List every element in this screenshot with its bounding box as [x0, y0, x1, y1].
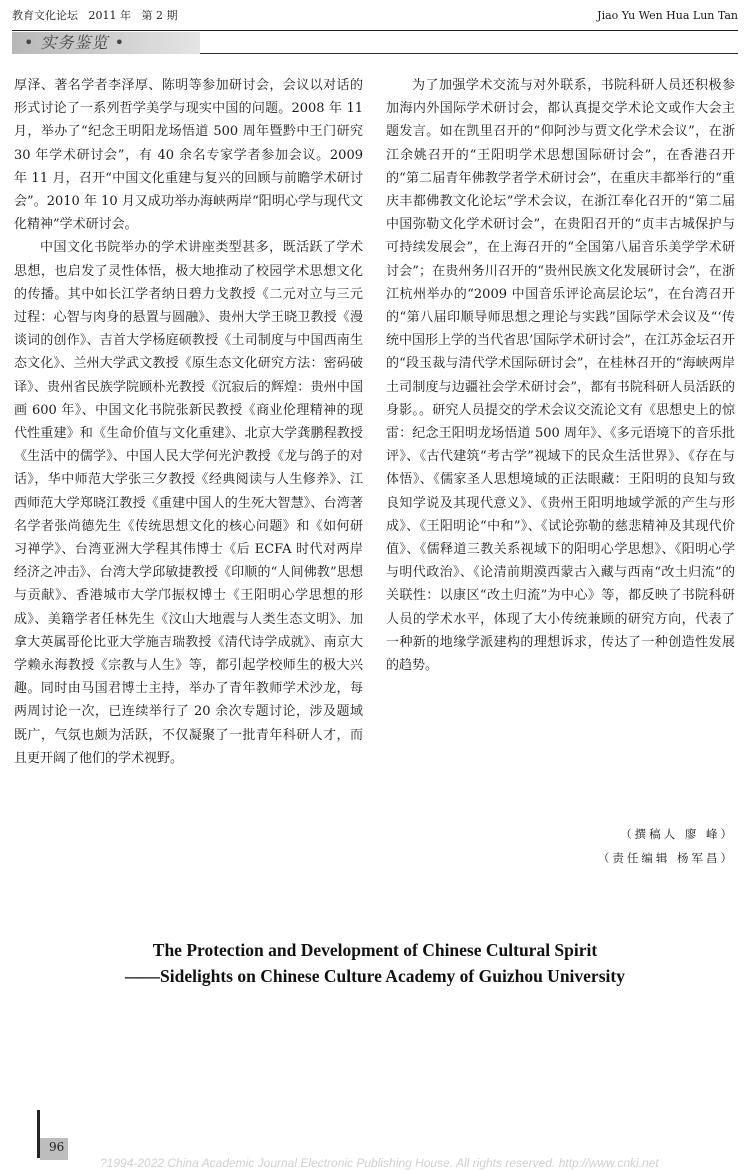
journal-name-cn: 教育文化论坛 2011 年 第 2 期	[12, 9, 178, 22]
section-banner	[12, 32, 200, 54]
paragraph: 中国文化书院举办的学术讲座类型甚多，既活跃了学术思想，也启发了灵性体悟，极大地推动了校园学术思想文化的传播。其中如长江学者纳日碧力戈教授《二元对立与三元过程：心智与肉身的悬置与圆融》、贵州大学王晓卫教授《漫谈词的创作》、吉首大学杨庭硕教授《土司制度与中国西南生态文化》、兰州大学武文教授《原生态文化研究方法：密码破译》、贵州省民族学院顾朴光教授《沉寂后的辉煌：贵州中国画 600 年》、中国文化书院张新民教授《商业伦理精神的现代性重建》和《生命价值与文化重建》、北京大学龚鹏程教授《生活中的儒学》、中国人民大学何光沪教授《龙与鸽子的对话》，华中师范大学张三夕教授《经典阅读与人生修养》、江西师范大学郑晓江教授《重建中国人的生死大智慧》、台湾著名学者张尚德先生《传统思想文化的核心问题》和《如何研习禅学》、台湾亚洲大学程其伟博士《后 ECFA 时代对两岸经济之冲击》、台湾大学邱敏捷教授《印顺的“人间佛教”思想与贡献》、香港城市大学邝振权博士《王阳明心学思想的形成》、美籍学者任林先生《汶山大地震与人类生态文明》、加拿大英属哥伦比亚大学施吉瑞教授《清代诗学成就》、南京大学赖永海教授《宗教与人生》等，都引起学校师生的极大兴趣。同时由马国君博士主持，举办了青年教师学术沙龙，每两周讨论一次，已连续举行了 20 余次专题讨论，涉及题域既广，气氛也颇为活跃，不仅凝聚了一批青年科研人才，而且更开阔了他们的学术视野。	[14, 240, 363, 766]
author-signature: （撰稿人 廖 峰）	[620, 827, 735, 841]
copyright-watermark: ?1994-2022 China Academic Journal Electronic Publishing House. All rights reserved. http://www.cnki.net	[100, 1156, 659, 1170]
page-number-box	[40, 1138, 68, 1160]
running-head	[12, 6, 738, 31]
english-subtitle: ——Sidelights on Chinese Culture Academy of Guizhou University	[125, 966, 625, 986]
journal-name-pinyin: Jiao Yu Wen Hua Lun Tan	[597, 9, 738, 22]
section-rule	[200, 53, 738, 54]
right-column	[386, 74, 735, 677]
section-label: • 实务鉴览 •	[24, 33, 126, 52]
left-column	[14, 74, 363, 770]
page-number: 96	[49, 1140, 65, 1154]
english-title: The Protection and Development of Chinese Cultural Spirit	[152, 940, 598, 960]
editor-signature: （责任编辑 杨军昌）	[597, 851, 735, 865]
paragraph: 为了加强学术交流与对外联系，书院科研人员还积极参加海内外国际学术研讨会，都认真提交学术论文或作大会主题发言。如在凯里召开的“仰阿沙与贾文化学术会议”，在浙江余姚召开的“王阳明学术思想国际研讨会”，在香港召开的“第二届青年佛教学者学术研讨会”，在重庆丰都举行的“重庆丰都佛教文化论坛”学术会议，在浙江奉化召开的“第二届中国弥勒文化学术研讨会”，在贵阳召开的“贞丰古城保护与可持续发展会”，在上海召开的“全国第八届音乐美学学术研讨会”；在贵州务川召开的“贵州民族文化发展研讨会”，在浙江杭州举办的“2009 中国音乐评论高层论坛”，在台湾召开的“第八届印顺导师思想之理论与实践”国际学术会议及“‘传统中国形上学的当代省思’国际学术研讨会”，在江苏金坛召开的“段玉裁与清代学术国际研讨会”，在桂林召开的“海峡两岸土司制度与边疆社会学术研讨会”，都有书院科研人员活跃的身影。。研究人员提交的学术会议交流论文有《思想史上的惊雷：纪念王阳明龙场悟道 500 周年》、《多元语境下的音乐批评》、《古代建筑“考古学”视域下的民众生活世界》、《存在与体悟》、《儒家圣人思想境域的正法眼藏：王阳明的良知与致良知学说及其现代意义》、《贵州王阳明地域学派的产生与形成》、《王阳明论“中和”》、《试论弥勒的慈悲精神及其现代价值》、《儒释道三教关系视域下的阳明心学思想》、《阳明心学与明代政治》、《论清前期漠西蒙古入藏与西南“改土归流”的关联性：以康区“改土归流”为中心》等，都反映了书院科研人员的学术水平，体现了大小传统兼顾的研究方向，代表了一种新的地缘学派建构的理想诉求，传达了一种创造性发展的趋势。	[386, 78, 735, 674]
paragraph: 厚泽、著名学者李泽厚、陈明等参加研讨会，会议以对话的形式讨论了一系列哲学美学与现实中国的问题。2008 年 11 月，举办了“纪念王明阳龙场悟道 500 周年暨黔中王门研究 30 年学术研讨会”，有 40 余名专家学者参加会议。2009 年 11 月，召开“中国文化重建与复兴的回顾与前瞻学术研讨会”。2010 年 10 月又成功举办海峡两岸“阳明心学与现代文化精神”学术研讨会。	[14, 78, 363, 233]
